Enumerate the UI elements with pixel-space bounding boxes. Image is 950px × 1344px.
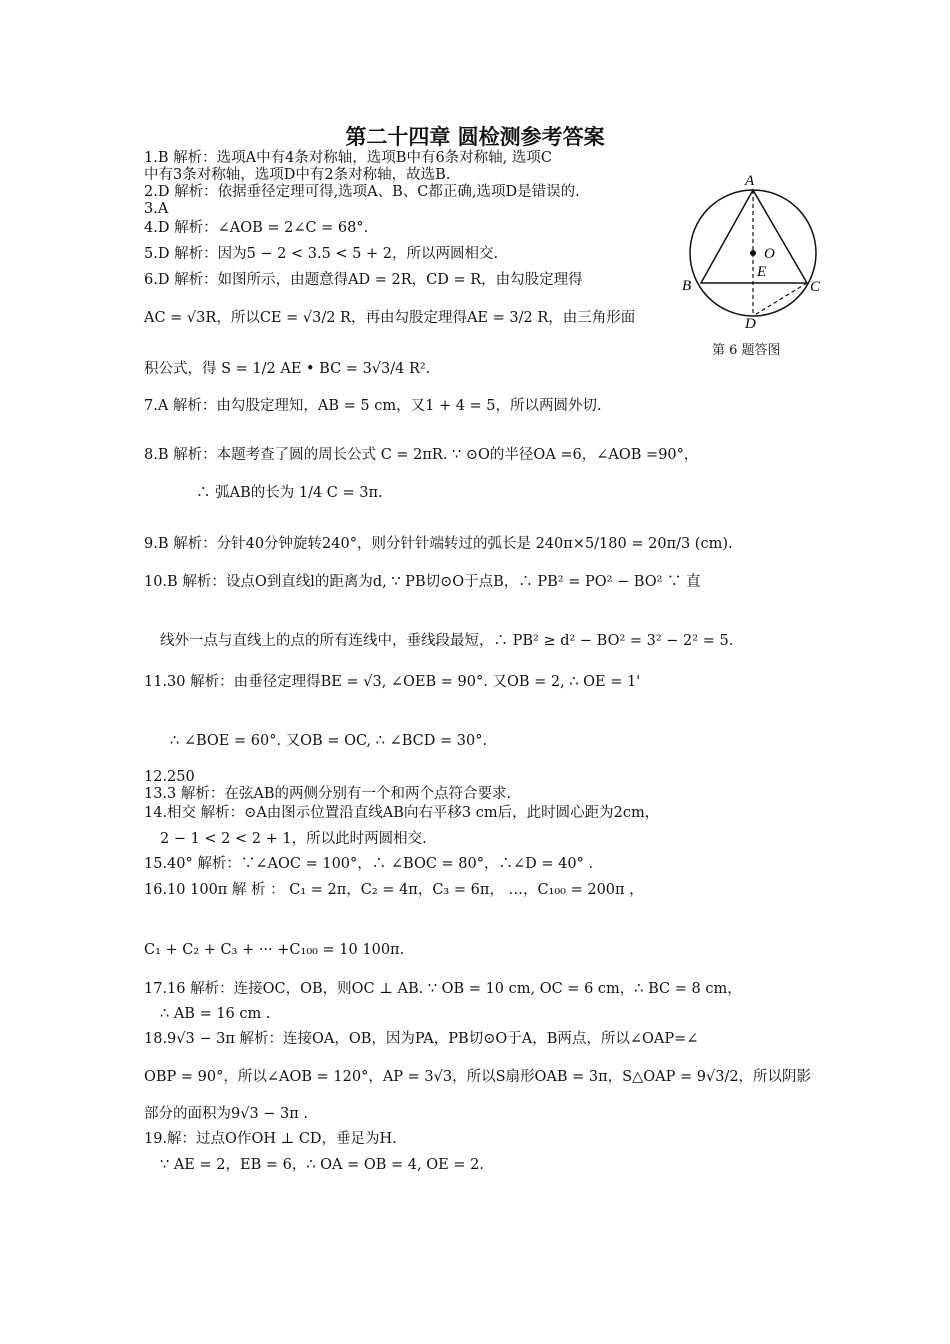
center-point	[750, 250, 756, 256]
label-d: D	[745, 316, 756, 332]
answer-line: 部分的面积为9√3 − 3π .	[144, 1106, 309, 1122]
answer-line: 3.A	[144, 201, 169, 217]
answer-line: 14.相交 解析：⊙A由图示位置沿直线AB向右平移3 cm后，此时圆心距为2cm，	[144, 805, 660, 821]
answer-line: 15.40° 解析：∵∠AOC = 100°，∴ ∠BOC = 80°，∴∠D = 40° .	[144, 856, 594, 872]
answer-line: 中有3条对称轴，选项D中有2条对称轴，故选B.	[144, 167, 451, 183]
answer-line: 2.D 解析：依据垂径定理可得,选项A、B、C都正确,选项D是错误的.	[144, 184, 580, 200]
figure-caption: 第 6 题答图	[712, 343, 781, 358]
label-e: E	[757, 264, 767, 280]
answer-line: 1.B 解析：选项A中有4条对称轴，选项B中有6条对称轴, 选项C	[144, 150, 552, 166]
label-a: A	[745, 173, 755, 189]
answer-line: 17.16 解析：连接OC，OB，则OC ⊥ AB. ∵ OB = 10 cm, OC = 6 cm，∴ BC = 8 cm，	[144, 981, 742, 997]
answer-line: 线外一点与直线上的点的所有连线中，垂线段最短，∴ PB² ≥ d² − BO² = 3² − 2² = 5.	[160, 633, 734, 649]
answer-line: 10.B 解析：设点O到直线l的距离为d, ∵ PB切⊙O于点B，∴ PB² = PO² − BO² ∵ 直	[144, 574, 701, 590]
answer-line: 6.D 解析：如图所示，由题意得AD = 2R，CD = R，由勾股定理得	[144, 272, 583, 288]
answer-line: 5.D 解析：因为5 − 2 < 3.5 < 5 + 2，所以两圆相交.	[144, 246, 499, 262]
page-title: 第二十四章 圆检测参考答案	[345, 125, 605, 149]
answer-line: 积公式，得 S = 1/2 AE • BC = 3√3/4 R².	[144, 361, 431, 377]
answer-line: 19.解：过点O作OH ⊥ CD，垂足为H.	[144, 1131, 397, 1147]
circle-triangle-diagram	[676, 168, 826, 358]
answer-line: ∴ ∠BOE = 60°. 又OB = OC, ∴ ∠BCD = 30°.	[170, 733, 488, 749]
chord-cd	[753, 283, 807, 316]
label-c: C	[810, 279, 821, 295]
answer-line: OBP = 90°，所以∠AOB = 120°，AP = 3√3，所以S扇形OAB = 3π，S△OAP = 9√3/2，所以阴影	[144, 1069, 812, 1085]
answer-line: 16.10 100π 解 析 ： C₁ = 2π，C₂ = 4π，C₃ = 6π， …，C₁₀₀ = 200π ，	[144, 882, 644, 898]
answer-line: 11.30 解析：由垂径定理得BE = √3, ∠OEB = 90°. 又OB = 2, ∴ OE = 1'	[144, 674, 641, 690]
answer-line: 13.3 解析：在弦AB的两侧分别有一个和两个点符合要求.	[144, 786, 512, 802]
answer-line: 18.9√3 − 3π 解析：连接OA，OB，因为PA，PB切⊙O于A，B两点，所以∠OAP=∠	[144, 1031, 699, 1047]
answer-line: ∴ 弧AB的长为 1/4 C = 3π.	[196, 485, 383, 501]
answer-line: 2 − 1 < 2 < 2 + 1，所以此时两圆相交.	[160, 831, 427, 847]
answer-line: AC = √3R，所以CE = √3/2 R，再由勾股定理得AE = 3/2 R，由三角形面	[144, 310, 636, 326]
answer-line: C₁ + C₂ + C₃ + ··· +C₁₀₀ = 10 100π.	[144, 942, 405, 958]
answer-line: ∵ AE = 2，EB = 6，∴ OA = OB = 4, OE = 2.	[160, 1157, 484, 1173]
answer-line: ∴ AB = 16 cm .	[160, 1006, 271, 1022]
answer-line: 4.D 解析：∠AOB = 2∠C = 68°.	[144, 220, 369, 236]
answer-line: 12.250	[144, 769, 195, 785]
triangle-abc	[701, 190, 807, 283]
answer-line: 9.B 解析：分针40分钟旋转240°，则分针针端转过的弧长是 240π×5/180 = 20π/3 (cm).	[144, 536, 733, 552]
answer-line: 8.B 解析：本题考查了圆的周长公式 C = 2πR. ∵ ⊙O的半径OA =6，∠AOB =90°，	[144, 447, 699, 463]
answer-line: 7.A 解析：由勾股定理知，AB = 5 cm，又1 + 4 = 5，所以两圆外切.	[144, 398, 602, 414]
label-b: B	[682, 278, 692, 294]
label-o: O	[764, 246, 775, 262]
